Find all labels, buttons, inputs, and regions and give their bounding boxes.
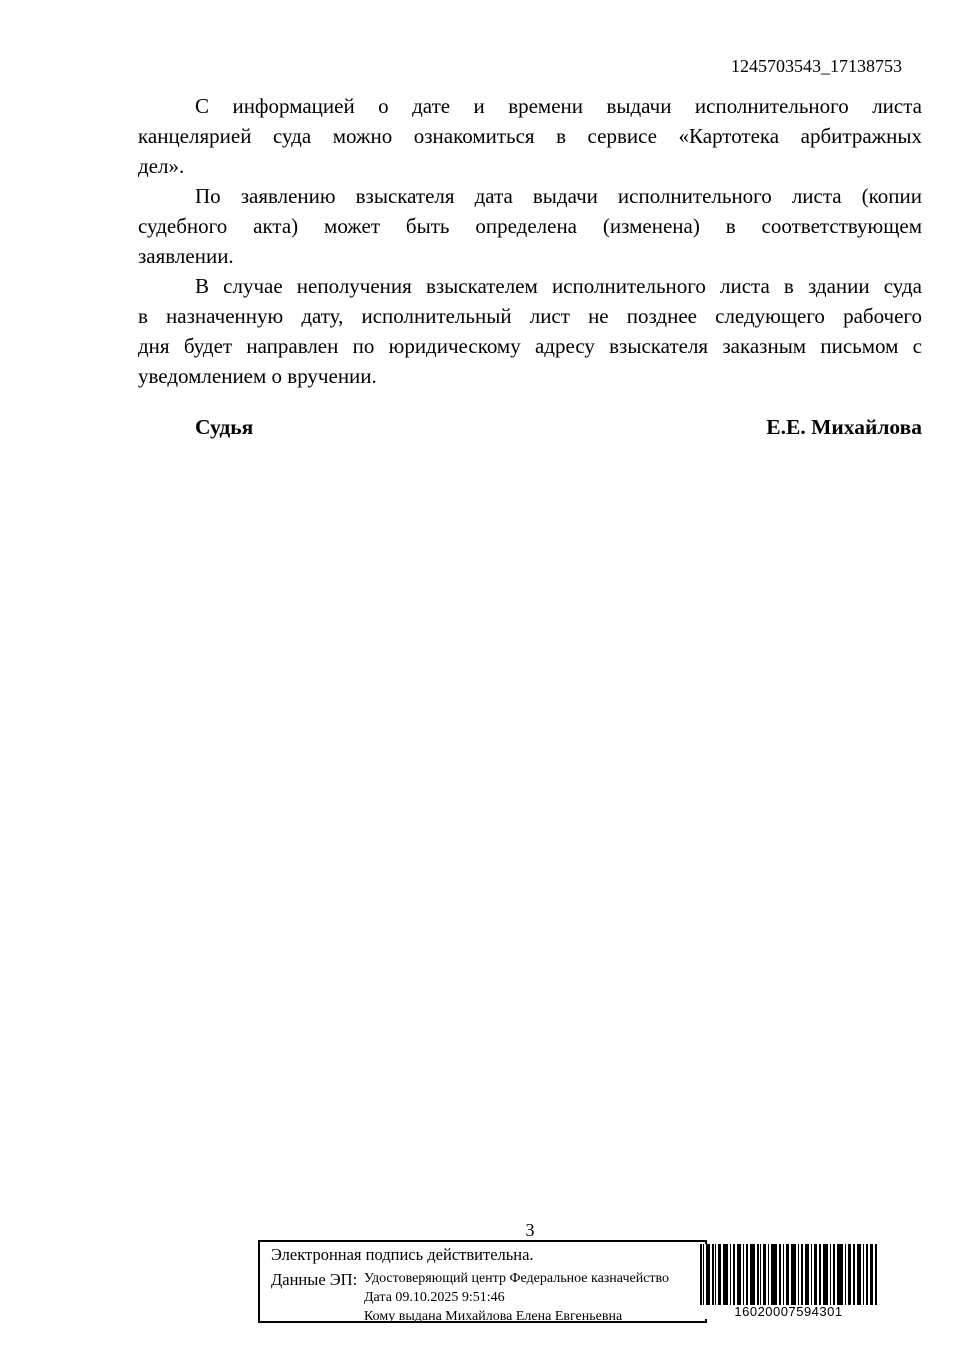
document-body — [138, 91, 922, 391]
text-line: в назначенную дату, исполнительный лист не позднее следующего рабочего — [138, 304, 922, 328]
text-line: судебного акта) может быть определена (изменена) в соответствующем — [138, 214, 922, 238]
text-line: дня будет направлен по юридическому адресу взыскателя заказным письмом с — [138, 334, 922, 358]
paragraph-2 — [138, 181, 922, 271]
text-line: В случае неполучения взыскателем исполнительного листа в здании суда — [195, 274, 922, 298]
esign-stamp — [258, 1240, 707, 1323]
esign-certifying-center: Удостоверяющий центр Федеральное казначейство — [364, 1271, 670, 1286]
text-line: По заявлению взыскателя дата выдачи исполнительного листа (копии — [195, 184, 922, 208]
document-number: 1245703543_17138753 — [731, 56, 902, 76]
signature-name: Е.Е. Михайлова — [766, 415, 922, 439]
esign-date: Дата 09.10.2025 9:51:46 — [364, 1290, 505, 1305]
text-line: дел». — [138, 154, 185, 178]
text-line: канцелярией суда можно ознакомиться в сервисе «Картотека арбитражных — [138, 124, 922, 148]
signature-role: Судья — [195, 415, 254, 439]
paragraph-1 — [138, 91, 922, 181]
text-line: уведомлением о вручении. — [138, 364, 377, 388]
text-line: заявлении. — [138, 244, 234, 268]
barcode-bars-icon — [700, 1244, 877, 1305]
barcode-number: 16020007594301 — [734, 1304, 843, 1319]
paragraph-3 — [138, 271, 922, 391]
signature-row — [138, 412, 922, 442]
page-number: 3 — [525, 1220, 535, 1240]
esign-valid-text: Электронная подпись действительна. — [271, 1245, 534, 1264]
esign-details — [364, 1269, 669, 1326]
text-line: С информацией о дате и времени выдачи исполнительного листа — [195, 94, 922, 118]
esign-issued-to: Кому выдана Михайлова Елена Евгеньевна — [364, 1309, 623, 1324]
esign-data-label: Данные ЭП: — [271, 1270, 358, 1289]
barcode — [700, 1244, 877, 1319]
